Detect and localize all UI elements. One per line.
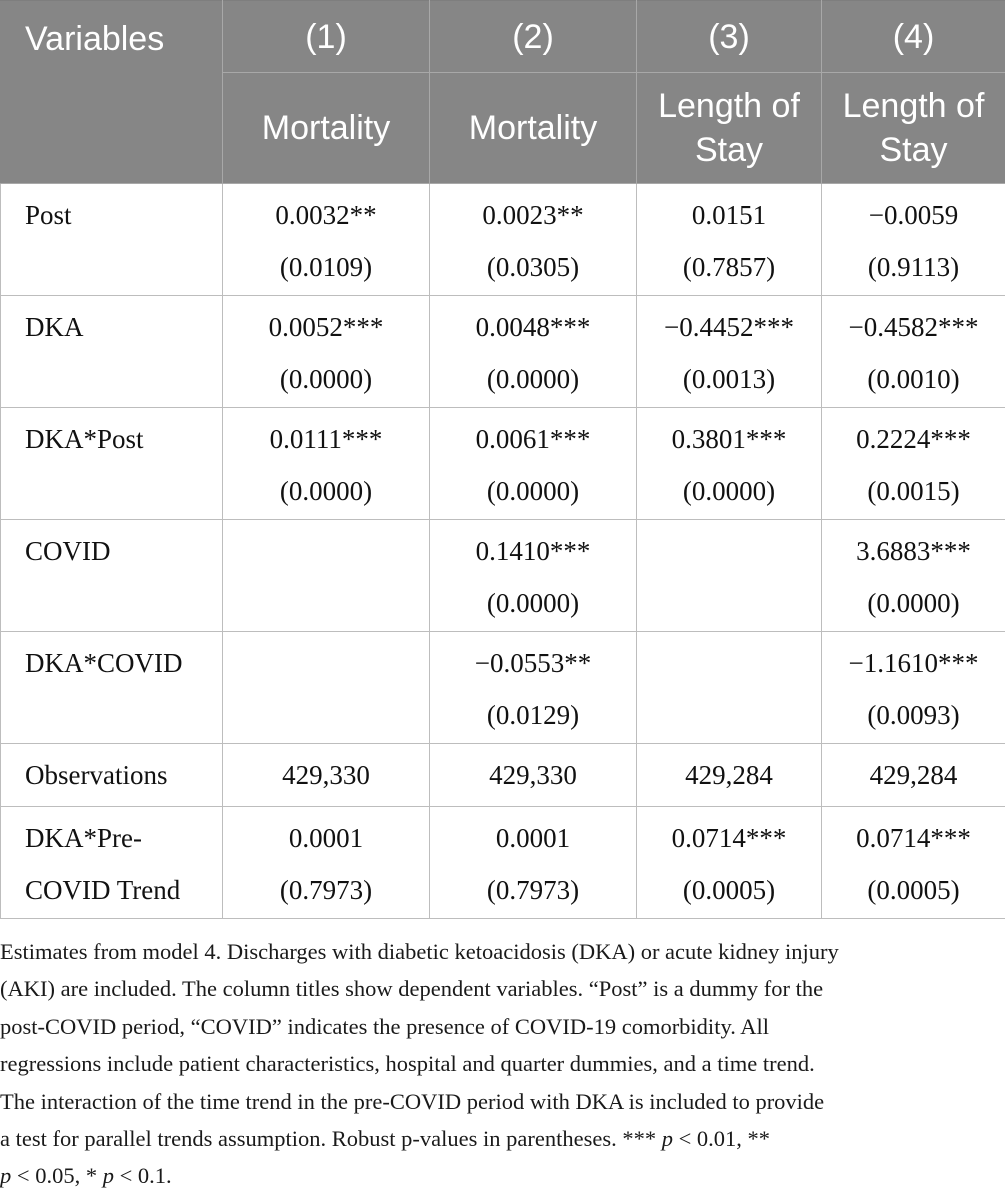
cell-dkacovid-m1 xyxy=(223,632,430,744)
pvalue: (0.0129) xyxy=(486,700,580,730)
pvalue: (0.0093) xyxy=(867,700,960,730)
pvalue: (0.0000) xyxy=(486,364,580,394)
table-row-post xyxy=(1,184,1005,296)
cell-dkacovid-m3 xyxy=(637,632,822,744)
cell-trend-m3 xyxy=(637,807,822,919)
coef-value: 0.3801*** xyxy=(671,424,787,454)
pvalue: (0.0005) xyxy=(867,875,960,905)
pvalue: (0.0305) xyxy=(486,252,580,282)
cell-dkapost-m4 xyxy=(822,408,1005,520)
pvalue: (0.0015) xyxy=(867,476,960,506)
table-row-dka-post xyxy=(1,408,1005,520)
cell-dka-m3 xyxy=(637,296,822,408)
cell-dka-m2 xyxy=(430,296,637,408)
table-row-observations xyxy=(1,744,1005,807)
table-note xyxy=(0,933,1005,1195)
cell-obs-m3: 429,284 xyxy=(637,744,822,807)
row-label-text: Post xyxy=(25,200,72,230)
cell-covid-m4 xyxy=(822,520,1005,632)
row-label-text: DKA*COVID xyxy=(25,648,183,678)
note-line-4: regressions include patient characteristics, hospital and quarter dummies, and a time trend. xyxy=(0,1051,815,1077)
cell-covid-m1 xyxy=(223,520,430,632)
cell-dkacovid-m2 xyxy=(430,632,637,744)
cell-trend-m2 xyxy=(430,807,637,919)
pvalue: (0.0013) xyxy=(682,364,776,394)
row-label-text: DKA*Pre- xyxy=(25,823,142,853)
cell-trend-m4 xyxy=(822,807,1005,919)
pvalue: (0.0000) xyxy=(279,476,373,506)
cell-dkapost-m2 xyxy=(430,408,637,520)
table-row-covid xyxy=(1,520,1005,632)
coef-value: −0.0553** xyxy=(474,648,592,678)
pvalue: (0.0000) xyxy=(682,476,776,506)
pvalue: (0.0000) xyxy=(279,364,373,394)
row-label-observations: Observations xyxy=(1,744,223,807)
coef-value: 0.0001 xyxy=(495,823,571,853)
row-label-text: DKA xyxy=(25,312,84,342)
cell-post-m2 xyxy=(430,184,637,296)
row-label-dka-post xyxy=(1,408,223,520)
header-model-2: (2) xyxy=(430,1,637,73)
coef-value: 0.0023** xyxy=(482,200,584,230)
header-model-3: (3) xyxy=(637,1,822,73)
note-line-1: Estimates from model 4. Discharges with diabetic ketoacidosis (DKA) or acute kidney injury xyxy=(0,939,839,964)
coef-value: 0.0111*** xyxy=(269,424,383,454)
row-label-covid xyxy=(1,520,223,632)
cell-post-m4 xyxy=(822,184,1005,296)
coef-value: −0.4582*** xyxy=(848,312,979,342)
coef-value: 0.0048*** xyxy=(475,312,591,342)
note-p-symbol: p xyxy=(661,1126,673,1152)
coef-value: −0.0059 xyxy=(868,200,959,230)
coef-value: 0.0052*** xyxy=(268,312,384,342)
pvalue: (0.0005) xyxy=(682,875,776,905)
coef-value: 0.2224*** xyxy=(856,424,971,454)
header-depvar-3: Length of Stay xyxy=(637,73,822,184)
pvalue: (0.7973) xyxy=(486,875,580,905)
note-p-symbol: p xyxy=(0,1163,12,1189)
row-label-text: COVID xyxy=(25,536,111,566)
coef-value: 0.0061*** xyxy=(475,424,591,454)
pvalue: (0.0000) xyxy=(486,588,580,618)
note-line-7 xyxy=(0,1157,1005,1194)
cell-dka-m1 xyxy=(223,296,430,408)
header-model-4: (4) xyxy=(822,1,1005,73)
note-text-segment: a test for parallel trends assumption. Robust p-values in parentheses. *** xyxy=(0,1126,662,1152)
cell-obs-m2: 429,330 xyxy=(430,744,637,807)
cell-dkacovid-m4 xyxy=(822,632,1005,744)
header-variables: Variables xyxy=(1,1,223,184)
cell-obs-m1: 429,330 xyxy=(223,744,430,807)
row-label-dka-precovid-trend xyxy=(1,807,223,919)
note-text-segment: < 0.1. xyxy=(113,1163,172,1189)
note-p-symbol: p xyxy=(102,1163,114,1189)
cell-post-m3 xyxy=(637,184,822,296)
note-line-5: The interaction of the time trend in the pre-COVID period with DKA is included to provide xyxy=(0,1088,825,1114)
note-line-2: (AKI) are included. The column titles show dependent variables. “Post” is a dummy for the xyxy=(0,976,824,1002)
coef-value: 0.1410*** xyxy=(475,536,591,566)
table-body xyxy=(1,184,1005,919)
cell-covid-m2 xyxy=(430,520,637,632)
note-text-segment: < 0.01, ** xyxy=(672,1126,771,1152)
cell-covid-m3 xyxy=(637,520,822,632)
pvalue: (0.9113) xyxy=(867,252,960,282)
coef-value: −1.1610*** xyxy=(848,648,979,678)
coef-value: 3.6883*** xyxy=(856,536,971,566)
cell-dka-m4 xyxy=(822,296,1005,408)
table-row-dka xyxy=(1,296,1005,408)
pvalue: (0.7857) xyxy=(682,252,776,282)
pvalue: (0.7973) xyxy=(279,875,373,905)
coef-value: 0.0032** xyxy=(275,200,377,230)
cell-post-m1 xyxy=(223,184,430,296)
row-label-post xyxy=(1,184,223,296)
coef-value: 0.0151 xyxy=(691,200,767,230)
table-row-dka-covid xyxy=(1,632,1005,744)
coef-value: 0.0714*** xyxy=(856,823,971,853)
pvalue: (0.0000) xyxy=(486,476,580,506)
row-label-text: DKA*Post xyxy=(25,424,144,454)
cell-trend-m1 xyxy=(223,807,430,919)
coef-value: 0.0714*** xyxy=(671,823,787,853)
note-text-segment: < 0.05, * xyxy=(11,1163,103,1189)
cell-dkapost-m3 xyxy=(637,408,822,520)
header-depvar-1: Mortality xyxy=(223,73,430,184)
note-line-3: post-COVID period, “COVID” indicates the presence of COVID-19 comorbidity. All xyxy=(0,1013,769,1039)
row-label-text: COVID Trend xyxy=(25,875,181,905)
cell-dkapost-m1 xyxy=(223,408,430,520)
coef-value: 0.0001 xyxy=(288,823,364,853)
coef-value: −0.4452*** xyxy=(664,312,794,342)
note-line-6 xyxy=(0,1120,1005,1157)
pvalue: (0.0010) xyxy=(867,364,960,394)
row-label-dka-covid xyxy=(1,632,223,744)
header-model-1: (1) xyxy=(223,1,430,73)
table-header xyxy=(1,1,1005,184)
header-depvar-2: Mortality xyxy=(430,73,637,184)
header-depvar-4: Length of Stay xyxy=(822,73,1005,184)
table-row-dka-precovid-trend xyxy=(1,807,1005,919)
pvalue: (0.0000) xyxy=(867,588,960,618)
cell-obs-m4: 429,284 xyxy=(822,744,1005,807)
row-label-dka xyxy=(1,296,223,408)
pvalue: (0.0109) xyxy=(279,252,373,282)
